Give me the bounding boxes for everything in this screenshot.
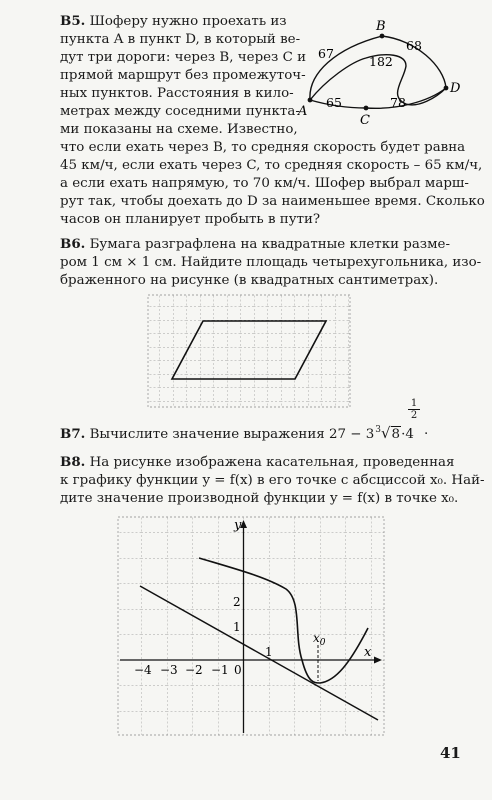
- x-tick-minus2: −2: [185, 663, 203, 677]
- grid-figure: [146, 293, 352, 409]
- page-number: 41: [440, 744, 461, 762]
- b5-line-3: дут три дороги: через B, через C и: [60, 50, 307, 65]
- point-d: [444, 86, 449, 91]
- label-d: D: [450, 81, 461, 96]
- label-a: A: [298, 104, 308, 119]
- label-b: B: [376, 19, 386, 34]
- b6-line-2: ром 1 см × 1 см. Найдите площадь четырехугольника, изо-: [60, 255, 482, 270]
- b8-line-1: [60, 454, 454, 472]
- b6-line-3: браженного на рисунке (в квадратных сантиметрах).: [60, 273, 439, 288]
- point-b: [380, 34, 385, 39]
- x0-label: $x_0$: [313, 631, 326, 648]
- b8-number: B8.: [60, 454, 86, 470]
- dist-ac: 65: [326, 95, 342, 110]
- x-tick-minus1: −1: [211, 663, 229, 677]
- route-diagram: [296, 18, 466, 128]
- b7-number: B7.: [60, 426, 86, 442]
- b7-end: .: [424, 423, 429, 438]
- b5-line-10: а если ехать напрямую, то 70 км/ч. Шофер выбрал марш-: [60, 176, 469, 191]
- dist-ab: 67: [318, 46, 334, 61]
- dist-bd: 68: [406, 38, 422, 53]
- point-a: [308, 98, 313, 103]
- label-c: C: [360, 113, 370, 128]
- function-graph: [116, 515, 386, 737]
- b7-root-index: 3: [375, 425, 381, 435]
- x-tick-minus3: −3: [160, 663, 178, 677]
- grid-paper: [148, 295, 350, 407]
- b7-line: [60, 422, 414, 444]
- b5-line-11: рут так, чтобы доехать до D за наименьшее время. Сколько: [60, 194, 485, 209]
- b5-line-2: пункта A в пункт D, в который ве-: [60, 32, 301, 47]
- y-tick-1: 1: [233, 620, 241, 634]
- x-tick-1: 1: [265, 645, 273, 659]
- y-axis-label: y: [234, 518, 242, 533]
- b7-text: Вычислите значение выражения 27 − 3: [89, 427, 375, 442]
- b7-radicand: 8: [391, 427, 401, 442]
- b8-text: На рисунке изображена касательная, проведенная: [89, 455, 455, 470]
- b7-dot: ·: [401, 427, 406, 442]
- b5-line-8: что если ехать через B, то средняя скорость будет равна: [60, 140, 466, 155]
- radical-sign: √: [380, 424, 391, 442]
- b5-line-1: [60, 13, 287, 31]
- graph-grid: [118, 517, 384, 735]
- dist-ad: 182: [369, 54, 393, 69]
- b6-text: Бумага разграфлена на квадратные клетки разме-: [89, 237, 450, 252]
- b7-exp-num: 1: [410, 398, 418, 409]
- x-tick-minus4: −4: [134, 663, 152, 677]
- b5-line-5: ных пунктов. Расстояния в кило-: [60, 86, 294, 101]
- y-tick-2: 2: [233, 595, 241, 609]
- dist-cd: 78: [390, 95, 406, 110]
- point-c: [364, 106, 369, 111]
- b5-line-7: ми показаны на схеме. Известно,: [60, 122, 298, 137]
- b6-line-1: [60, 236, 450, 254]
- b7-exponent: [408, 398, 420, 421]
- b8-line-2: к графику функции y = f(x) в его точке с абсциссой x₀. Най-: [60, 473, 485, 488]
- x-axis-label: x: [364, 645, 372, 660]
- b5-text: Шоферу нужно проехать из: [89, 14, 287, 29]
- b5-line-9: 45 км/ч, если ехать через C, то средняя скорость – 65 км/ч,: [60, 158, 483, 173]
- b5-number: B5.: [60, 13, 86, 29]
- b5-line-6: метрах между соседними пункта-: [60, 104, 300, 119]
- b8-line-3: дите значение производной функции y = f(x) в точке x₀.: [60, 491, 459, 506]
- b7-base: 4: [405, 427, 414, 442]
- b5-line-4: прямой маршрут без промежуточ-: [60, 68, 306, 83]
- b7-exp-den: 2: [408, 409, 420, 421]
- b6-number: B6.: [60, 236, 86, 252]
- b5-line-12: часов он планирует пробыть в пути?: [60, 212, 321, 227]
- origin-label: 0: [234, 663, 242, 677]
